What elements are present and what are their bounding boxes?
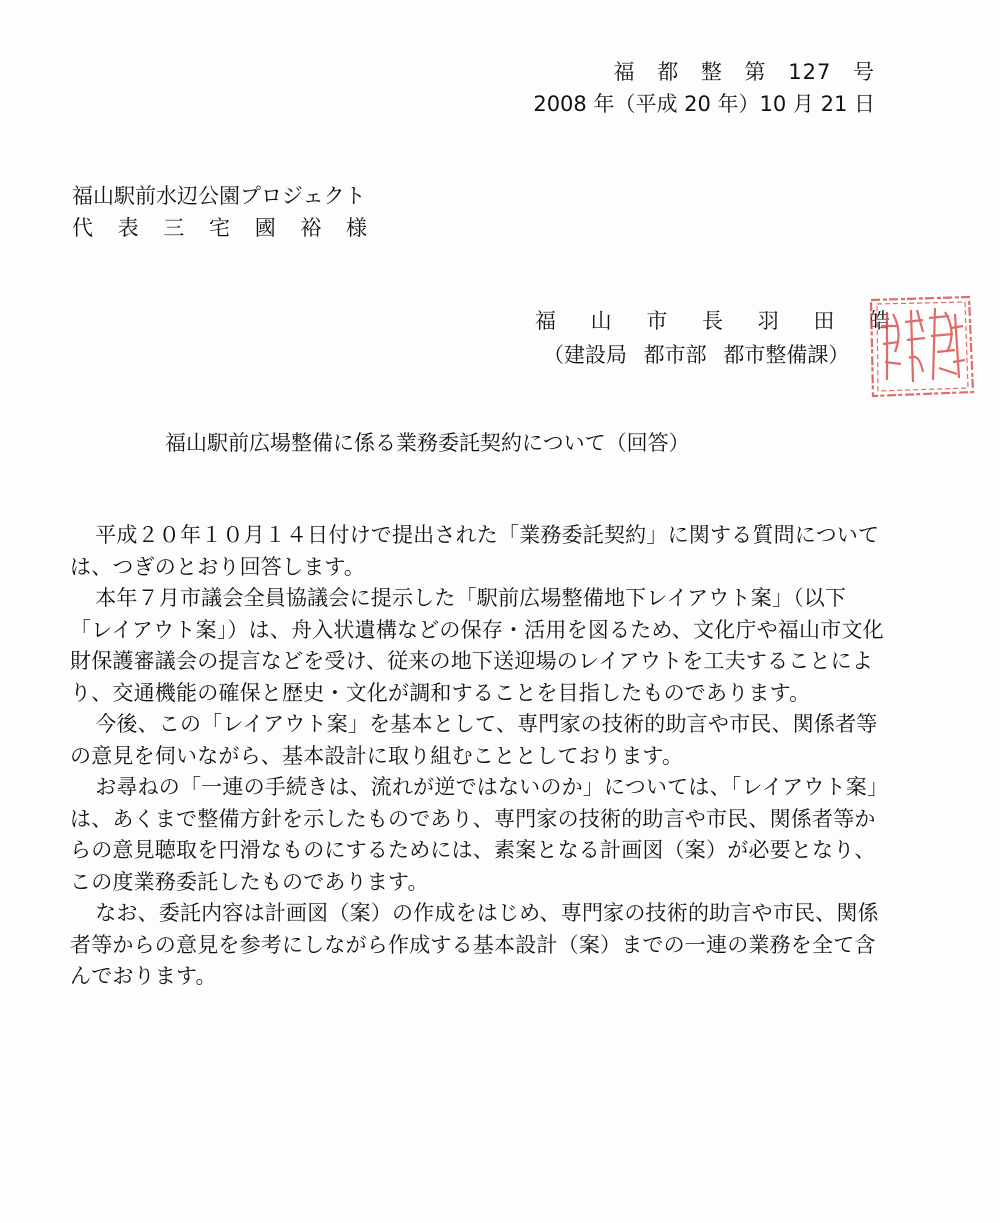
body-paragraph: 平成２０年１０月１４日付けで提出された「業務委託契約」に関する質問については、つぎのとおり回答します。 xyxy=(70,523,880,579)
letter-date: 2008 年（平成 20 年）10 月 21 日 xyxy=(533,92,875,116)
body-paragraph: なお、委託内容は計画図（案）の作成をはじめ、専門家の技術的助言や市民、関係者等からの意見を参考にしながら作成する基本設計（案）までの一連の業務を全て含んでおります。 xyxy=(70,901,879,988)
sender-department: （建設局 都市部 都市整備課） xyxy=(543,343,850,367)
body-paragraph: 今後、この「レイアウト案」を基本として、専門家の技術的助言や市民、関係者等の意見を伺いながら、基本設計に取り組むこととしております。 xyxy=(70,712,878,768)
official-seal-stamp xyxy=(865,292,977,400)
letter-body xyxy=(70,520,890,993)
sender-mayor: 福 山 市 長 羽 田 皓 xyxy=(535,309,894,333)
body-paragraph: お尋ねの「一連の手続きは、流れが逆ではないのか」については、「レイアウト案」は、あくまで整備方針を示したものであり、専門家の技術的助言や市民、関係者等からの意見聴取を円滑なものにするためには、素案となる計画図（案）が必要となり、この度業務委託したものであります。 xyxy=(70,775,889,894)
addressee-representative: 代 表 三 宅 國 裕 様 xyxy=(72,216,368,240)
reference-block xyxy=(533,56,875,120)
addressee-organization: 福山駅前水辺公園プロジェクト xyxy=(72,184,366,208)
addressee-block xyxy=(72,180,367,244)
letter-subject: 福山駅前広場整備に係る業務委託契約について（回答） xyxy=(165,431,690,455)
sender-block xyxy=(535,304,893,372)
body-paragraph: 本年７月市議会全員協議会に提示した「駅前広場整備地下レイアウト案」（以下 「レイアウト案」）は、舟入状遺構などの保存・活用を図るため、文化庁や福山市文化財保護審議会の提言などを受け、従来の地下送迎場のレイアウトを工夫することにより、交通機能の確保と歴史・文化が調和することを目指したものであります。 xyxy=(70,586,884,705)
reference-number: 福 都 整 第 127 号 xyxy=(613,60,875,84)
